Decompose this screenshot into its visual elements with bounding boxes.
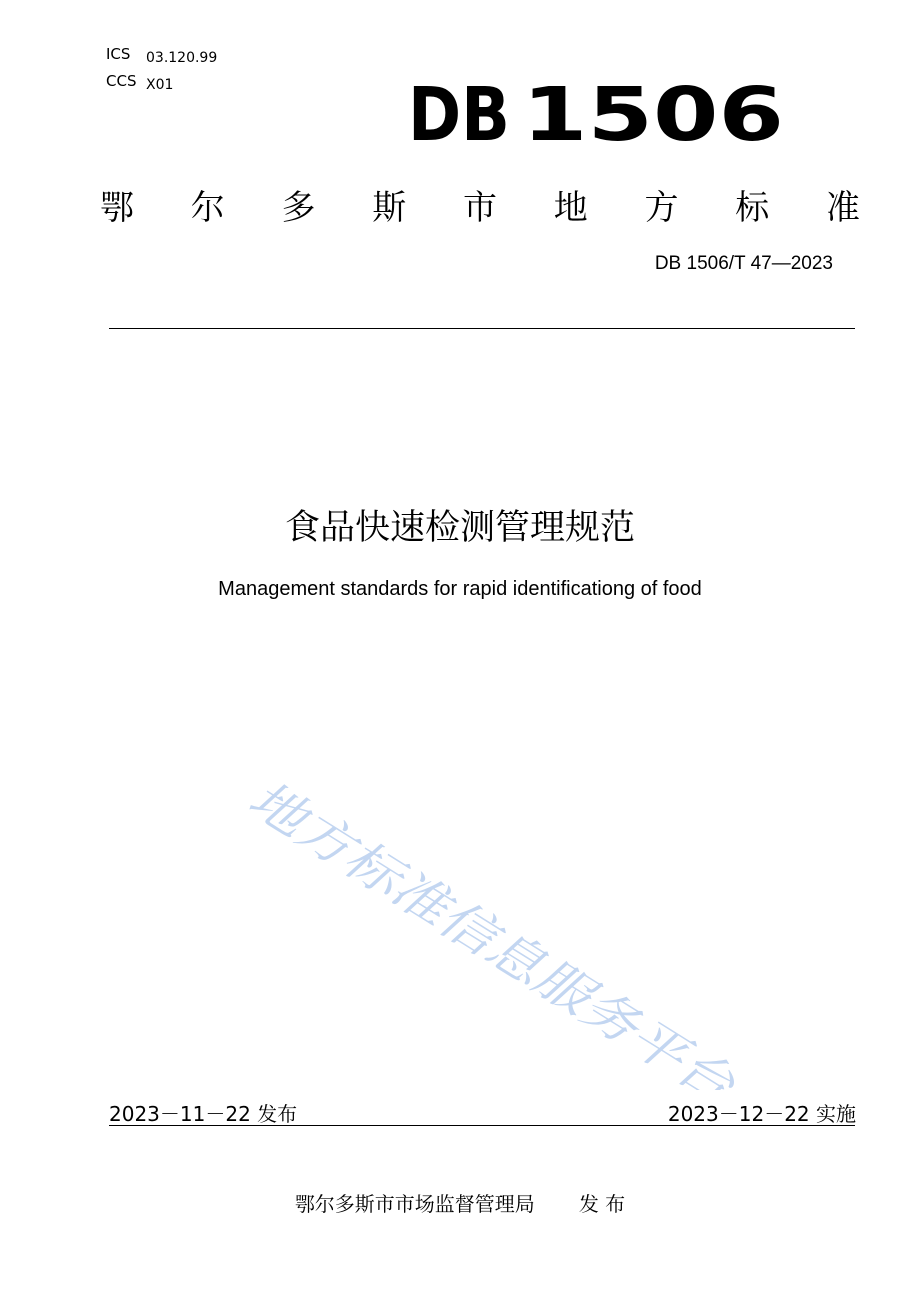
document-title-en: Management standards for rapid identificationg of food <box>218 578 702 600</box>
watermark-text: 地方标准信息服务平台 <box>238 768 694 1084</box>
org-title-char: 鄂 <box>100 188 134 228</box>
ics-label: ICS <box>106 45 131 63</box>
top-divider <box>109 328 855 329</box>
org-title-char: 市 <box>463 188 497 228</box>
ccs-label: CCS <box>106 72 137 90</box>
org-title-char: 地 <box>553 188 588 228</box>
ics-value: 03.120.99 <box>146 50 218 66</box>
ccs-value: X01 <box>146 77 174 93</box>
document-title-cn: 食品快速检测管理规范 <box>284 508 635 548</box>
watermark <box>233 750 753 1090</box>
db-logo-prefix: DB <box>408 80 510 146</box>
org-title-char: 多 <box>281 188 316 228</box>
org-title-char: 斯 <box>372 188 407 228</box>
publisher-name: 鄂尔多斯市市场监督管理局 <box>294 1192 535 1216</box>
bottom-divider <box>109 1125 855 1126</box>
org-title-char: 尔 <box>190 188 225 228</box>
standard-number: DB 1506/T 47—2023 <box>654 253 833 274</box>
publisher-action: 发 布 <box>578 1192 626 1216</box>
db-logo <box>408 80 788 146</box>
org-title-char: 方 <box>644 188 679 228</box>
implementation-date: 2023－12－22 实施 <box>667 1102 856 1126</box>
org-title <box>100 180 860 226</box>
issue-date: 2023－11－22 发布 <box>109 1102 298 1126</box>
db-logo-number: 1506 <box>522 80 784 146</box>
org-title-char: 准 <box>826 188 860 228</box>
publisher-line <box>0 1188 920 1217</box>
org-title-char: 标 <box>735 188 770 228</box>
